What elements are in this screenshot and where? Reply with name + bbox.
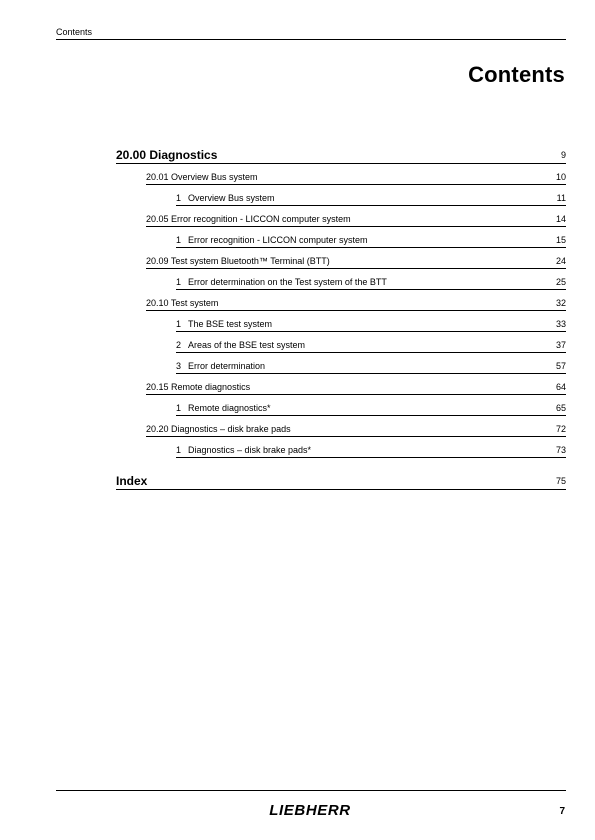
toc-entry[interactable] — [176, 274, 566, 290]
toc-entry-page: 57 — [555, 361, 566, 371]
toc-entry-page: 24 — [555, 256, 566, 266]
toc-entry-label — [176, 340, 305, 351]
toc-entry-page: 10 — [555, 172, 566, 182]
toc-entry-page: 72 — [555, 424, 566, 434]
page-number: 7 — [559, 806, 565, 817]
toc-entry-label — [176, 277, 387, 288]
toc-entry-number: 3 — [176, 361, 182, 371]
toc-entry[interactable] — [176, 442, 566, 458]
toc-entry[interactable] — [176, 190, 566, 206]
toc-entry[interactable] — [146, 295, 566, 311]
toc-entry-number: 2 — [176, 340, 182, 350]
page-title: Contents — [468, 62, 565, 87]
toc-entry-label — [176, 235, 368, 246]
running-header: Contents — [56, 27, 566, 40]
toc-entry-page: 33 — [555, 319, 566, 329]
toc-entry[interactable] — [146, 379, 566, 395]
toc-entry-title: Diagnostics – disk brake pads* — [188, 445, 312, 455]
toc-entry-page: 14 — [555, 214, 566, 224]
toc-entry-title: Remote diagnostics* — [188, 403, 271, 413]
toc-entry-label — [176, 319, 272, 330]
toc-entry-label — [116, 474, 147, 488]
toc-entry-number: 1 — [176, 319, 182, 329]
toc-entry-title: 20.00 Diagnostics — [116, 148, 218, 162]
toc-entry-title: Areas of the BSE test system — [188, 340, 306, 350]
toc-entry-label — [116, 148, 217, 162]
toc-entry-page: 32 — [555, 298, 566, 308]
toc-entry-label — [146, 424, 291, 435]
toc-entry-page: 37 — [555, 340, 566, 350]
toc-entry-number: 1 — [176, 193, 182, 203]
toc-entry[interactable] — [176, 232, 566, 248]
toc-entry[interactable] — [146, 211, 566, 227]
toc-entry-title: 20.10 Test system — [146, 298, 219, 308]
toc-entry[interactable] — [176, 400, 566, 416]
toc-entry-page: 75 — [555, 476, 566, 486]
toc-entry[interactable] — [146, 169, 566, 185]
toc-entry-number: 1 — [176, 445, 182, 455]
toc-entry-title: 20.20 Diagnostics – disk brake pads — [146, 424, 291, 434]
toc-entry-title: The BSE test system — [188, 319, 273, 329]
toc-entry-label — [146, 298, 218, 309]
toc-entry-label — [176, 445, 311, 456]
toc-entry-label — [176, 361, 265, 372]
toc-entry-title: 20.05 Error recognition - LICCON computer system — [146, 214, 351, 224]
toc-entry-label — [146, 214, 351, 225]
toc-entry-title: 20.09 Test system Bluetooth™ Terminal (BTT) — [146, 256, 330, 266]
toc-entry[interactable] — [176, 337, 566, 353]
toc-entry-label — [146, 172, 258, 183]
svg-text:LIEBHERR: LIEBHERR — [269, 802, 351, 819]
toc-entry-number: 1 — [176, 403, 182, 413]
toc-entry-page: 15 — [555, 235, 566, 245]
toc-entry-label — [176, 403, 271, 414]
toc-entry[interactable] — [146, 253, 566, 269]
toc-entry-number: 1 — [176, 277, 182, 287]
toc-entry-title: Error determination — [188, 361, 266, 371]
liebherr-logo — [263, 801, 357, 824]
toc-entry-page: 65 — [555, 403, 566, 413]
toc-entry-title: Overview Bus system — [188, 193, 275, 203]
toc-entry-page: 11 — [556, 193, 566, 203]
toc-entry-page: 73 — [555, 445, 566, 455]
toc-entry-label — [146, 382, 250, 393]
toc-entry[interactable] — [116, 148, 566, 164]
toc-entry-page: 9 — [560, 150, 566, 160]
toc-entry-page: 25 — [555, 277, 566, 287]
toc-entry[interactable] — [176, 316, 566, 332]
toc-entry[interactable] — [146, 421, 566, 437]
toc-entry-title: Error recognition - LICCON computer system — [188, 235, 368, 245]
toc-entry-label — [176, 193, 275, 204]
footer-divider — [56, 790, 566, 791]
toc-entry-label — [146, 256, 330, 267]
toc-entry-title: 20.15 Remote diagnostics — [146, 382, 251, 392]
toc-entry[interactable] — [176, 358, 566, 374]
toc-entry-title: Error determination on the Test system of the BTT — [188, 277, 387, 287]
toc-entry-title: Index — [116, 474, 148, 488]
toc-entry[interactable] — [116, 474, 566, 490]
toc-entry-title: 20.01 Overview Bus system — [146, 172, 258, 182]
toc-entry-page: 64 — [555, 382, 566, 392]
toc-entry-number: 1 — [176, 235, 182, 245]
